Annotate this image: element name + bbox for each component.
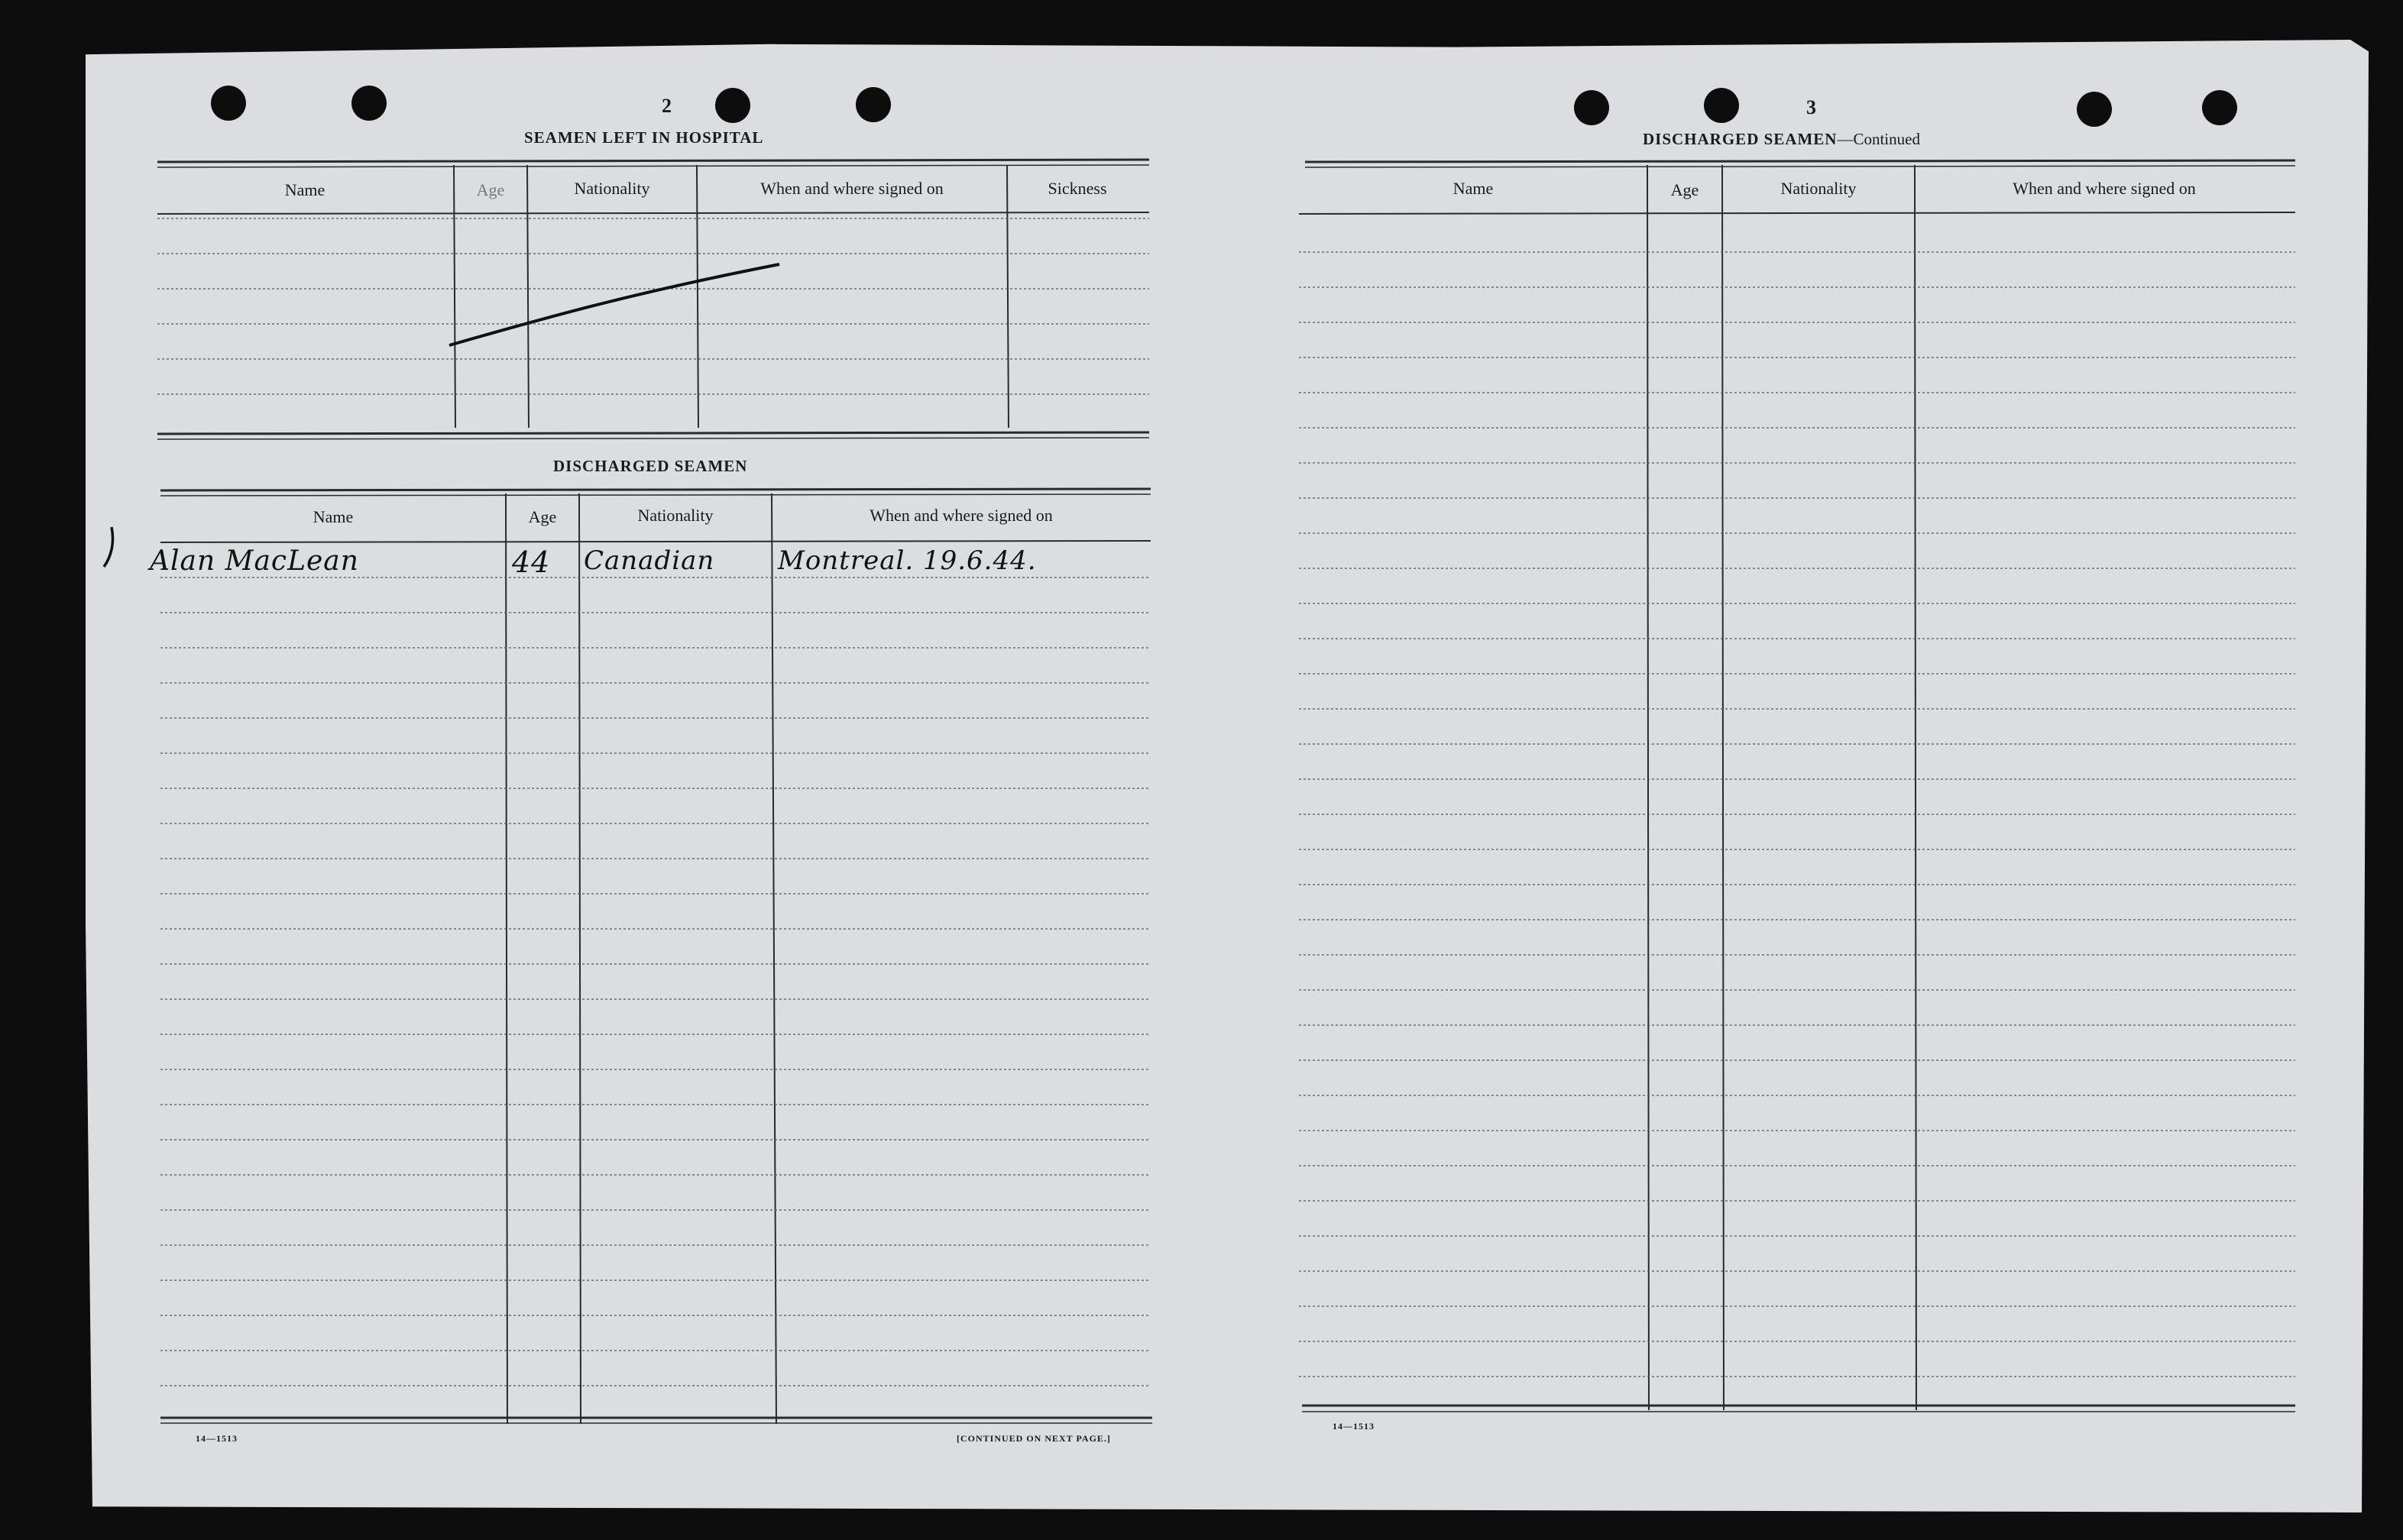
- hospital-col-name: Name: [284, 180, 325, 199]
- continued-note: [CONTINUED ON NEXT PAGE.]: [957, 1433, 1111, 1444]
- discharged-col-nationality: Nationality: [637, 506, 714, 525]
- right-col-signed-on: When and where signed on: [2013, 179, 2196, 198]
- seaman-age-entry: 44: [512, 545, 551, 579]
- right-col-nationality: Nationality: [1780, 179, 1857, 198]
- seaman-signed-on-entry: Montreal. 19.6.44.: [778, 545, 1037, 576]
- hospital-col-sickness: Sickness: [1048, 179, 1107, 198]
- discharged-col-name: Name: [313, 507, 354, 526]
- discharged-col-signed-on: When and where signed on: [870, 506, 1053, 525]
- discharged-col-age: Age: [528, 507, 557, 526]
- right-page-number: 3: [1806, 96, 1816, 118]
- check-mark: [104, 527, 113, 567]
- seaman-nationality-entry: Canadian: [584, 545, 715, 576]
- hospital-section-title: SEAMEN LEFT IN HOSPITAL: [524, 128, 764, 147]
- left-page-number: 2: [662, 95, 672, 117]
- right-form-number: 14—1513: [1333, 1421, 1375, 1432]
- hospital-col-nationality: Nationality: [574, 179, 650, 198]
- right-title-main: DISCHARGED SEAMEN: [1643, 130, 1838, 148]
- discharged-section-title: DISCHARGED SEAMEN: [553, 457, 748, 475]
- right-col-age: Age: [1670, 180, 1699, 199]
- hospital-col-age: Age: [476, 180, 505, 199]
- right-col-name: Name: [1452, 179, 1494, 198]
- seaman-name-entry: Alan MacLean: [150, 545, 359, 577]
- right-title-suffix: —Continued: [1837, 130, 1920, 148]
- left-form-number: 14—1513: [196, 1433, 238, 1444]
- strike-line: [449, 264, 779, 345]
- hospital-col-signed-on: When and where signed on: [760, 179, 944, 198]
